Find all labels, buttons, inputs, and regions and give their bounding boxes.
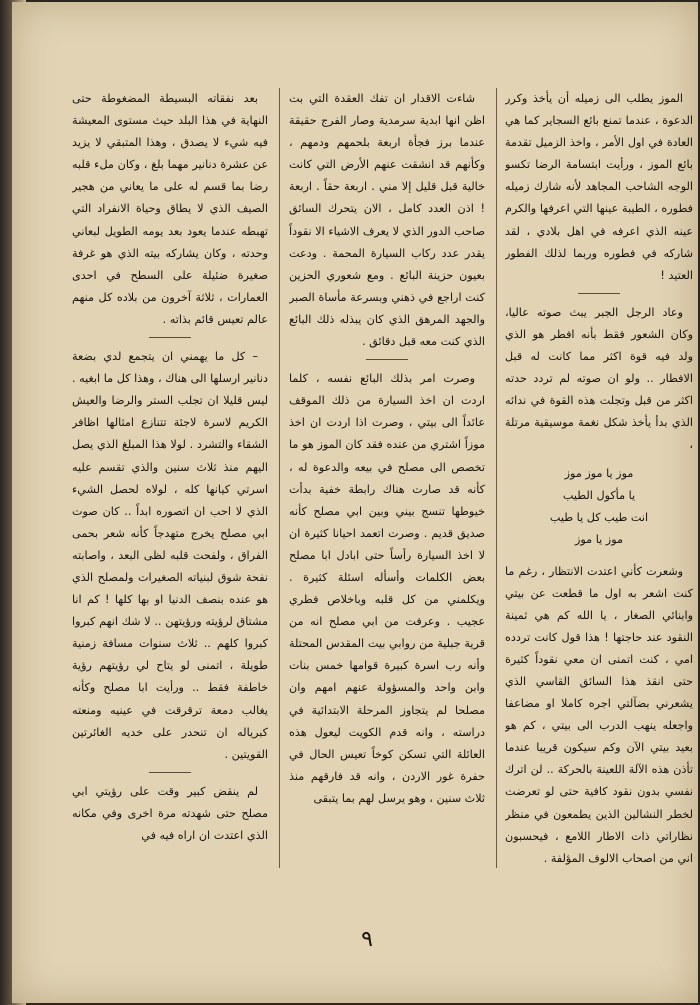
- paragraph: وشعرت كأني اعتدت الانتظار ، رغم ما كنت اشعر به اول ما قطعت عن بيتي وابنائي الصغار ، يا الله كم هي ثمينة النقود عند حاجتها ! هذا قول كانت تردده امي ، كنت اتمنى ان معي نقوداً كثيرة حتى انقذ هذا السائق القاسي الذي يشعرني بضآلتي اجره كاملا او مضاعفا واجعله ينهب الدرب الى بيتي ، كم هو بعيد بيتي الآن وكم سيكون قريبا عندما تأذن هذه الآلة اللعينة بالحركة .. لن اترك نفسي بدون نقود كافية حتى لو تعرضت لخطر النشالين الذين يطمعون في منظر نظاراتي ذات الاطار اللامع ، فيحسبون اني من اصحاب الالوف المؤلفة .: [505, 564, 693, 865]
- vendor-song: [505, 463, 693, 551]
- section-divider: [578, 293, 620, 294]
- paragraph: الموز يطلب الى زميله أن يأخذ وكرر الدعوة ، عندما تمنع بائع السجاير كما هي العادة في اول الأمر ، واخذ الزميل تقدمة بائع الموز ، ورأيت ابتسامة الرضا تكسو الوجه الشاحب المجاهد لأنه شارك زميله فطوره ، الطيبة عينها التي اعرفها والكرم عينه الذي اعرفه في اهل بلادي ، لقد شاركه في فطوره وربما لذلك الفطور العتيد !: [505, 92, 693, 282]
- song-line: موز يا موز موز: [564, 466, 634, 480]
- paragraph: – كل ما يهمني ان يتجمع لدي بضعة دنانير ارسلها الى هناك ، وهذا كل ما ابغيه . ليس قليلا ان تجلب الستر والرضا والعيش الكريم لاسرة لاجئة تتنازع امثالها اظافر الشقاء والتشرد . لولا هذا المبلغ الذي يصل اليهم منذ ثلاث سنين والذي تقسم عليه اسرتي كيانها كله ، لولاه لحصل الشيء الذي لا احب ان اتصوره ابداً .. كان صوت ابي مصلح يخرج متهدجاً كأنه شعر بحمى الفراق ، ولفحت قلبه لظى البعد ، واصابته نفحة شوق لبنياته الصغيرات ولمصلح الذي هو عنده بنصف الدنيا او بها كلها ! كم انا مشتاق لرؤيته ورؤيتهن .. لا شك انهم كبروا كبروا كلهم .. ثلاث سنوات مسافة زمنية طويلة ، اتمنى لو يتاح لي رؤيتهم رؤية خاطفة فقط .. ورأيت ابا مصلح وكأنه يغالب دمعة ترقرقت في عينيه ومنعته كبرياله ان تنحدر على خديه الغائرتين القويتين .: [72, 350, 268, 761]
- paragraph: وصرت امر بذلك البائع نفسه ، كلما اردت ان اخذ السيارة من ذلك الموقف عائداً الى بيتي ، وصرت اذا اردت ان اخذ موزاً اشتري من عنده فقد كان الموز هو ما تخصص الى مصلح في بيعه والدعوة له ، كأنه قد صارت هناك رابطة خفية بدأت خيوطها تنسج بيني وبين ابي مصلح كأنه صديق قديم . وصرت اتعمد احيانا كثيرة ان لا اخذ السيارة رأساً حتى ابادل ابا مصلح بعض الكلمات وأسأله اسئلة كثيرة . ويكلمني من كل قلبه وباخلاص فطري عجيب . وعرفت من ابي مصلح انه من قرية جبلية من روابي بيت المقدس المحتلة وأنه رب اسرة كبيرة قوامها خمس بنات وابن واحد والمسؤولة عنهم امهم وان مصلحا لم يتجاوز المرحلة الابتدائية في دراسته ، وانه قدم الكويت ليعول هذه العائلة التي تسكن كوخاً تعيس الحال في حفرة غور الاردن ، وانه قد فارقهم منذ ثلاث سنين ، وهو يرسل لهم بما يتبقى: [289, 372, 485, 805]
- section-divider: [149, 337, 191, 338]
- section-divider: [149, 772, 191, 773]
- song-line: يا مأكول الطيب: [562, 488, 636, 502]
- song-line: انت طيب كل يا طيب: [549, 510, 649, 524]
- paragraph: شاءت الاقدار ان تفك العقدة التي بت اظن انها ابدية سرمدية وصار الفرج حقيقة عندما برز فجأة اربعة بلحمهم ودمهم ، وكأنهم قد انشقت عنهم الأرض التي كانت خالية قبل قليل إلا مني . اربعة حقاً . اربعة ! اذن العدد كامل ، الان يتحرك السائق صاحب الدور الذي لا يعرف الاشياء الا نقوداً يقدر عدد ركاب السيارة المحمة . ودعت بعيون حزينة البائع . ومع شعوري الحزين كنت اراجع في ذهني وبسرعة مأساة الصبر والجهد المرهق الذي كان يبذله ذلك البائع الذي كنت معه قبل دقائق .: [289, 92, 485, 349]
- article-column-right: [505, 88, 693, 903]
- page-number: ٩: [361, 927, 373, 952]
- song-line: موز يا موز: [575, 532, 623, 546]
- paragraph: بعد نفقاته البسيطة المضغوطة حتى النهاية في هذا البلد حيث مستوى المعيشة فيه شيء لا يصدق ، وهذا المتبقي لا يزيد عن عشرة دنانير مهما بلغ ، وكان ملء قلبه رضا بما قسم له على ما يعاني من هجير الصيف الذي لا يطاق وحياة الانفراد التي تهبطه عندما يعود بعد يومه الطويل لبعاني وحدته ، وكان يشاركه بيته الذي هو غرفة صغيرة ضئيلة على السطح في احدى العمارات ، ثلاثة آخرون من بلاده كل منهم عالم تعيس قائم بذاته .: [72, 92, 268, 326]
- paragraph: لم ينقض كبير وقت على رؤيتي ابي مصلح حتى شهدته مرة اخرى وفي مكانه الذي اعتدت ان اراه فيه في: [72, 784, 268, 842]
- article-column-left: [72, 88, 268, 903]
- magazine-page: [12, 2, 698, 1003]
- section-divider: [366, 359, 408, 360]
- article-column-middle: [289, 88, 485, 903]
- column-rule: [496, 88, 497, 868]
- column-rule: [279, 88, 280, 868]
- paragraph: وعاد الرجل الجبر يبث صوته عاليا، وكان الشعور فقط بأنه افطر هو الذي ولد فيه قوة اكثر مما كانت له قبل الافطار .. ولو ان صوته لم تردد حدته اكثر من قبل وتجلت هذه القوة في ندائه الذي بدأ يأخذ شكل نغمة موسيقية مرتلة ،: [505, 305, 693, 452]
